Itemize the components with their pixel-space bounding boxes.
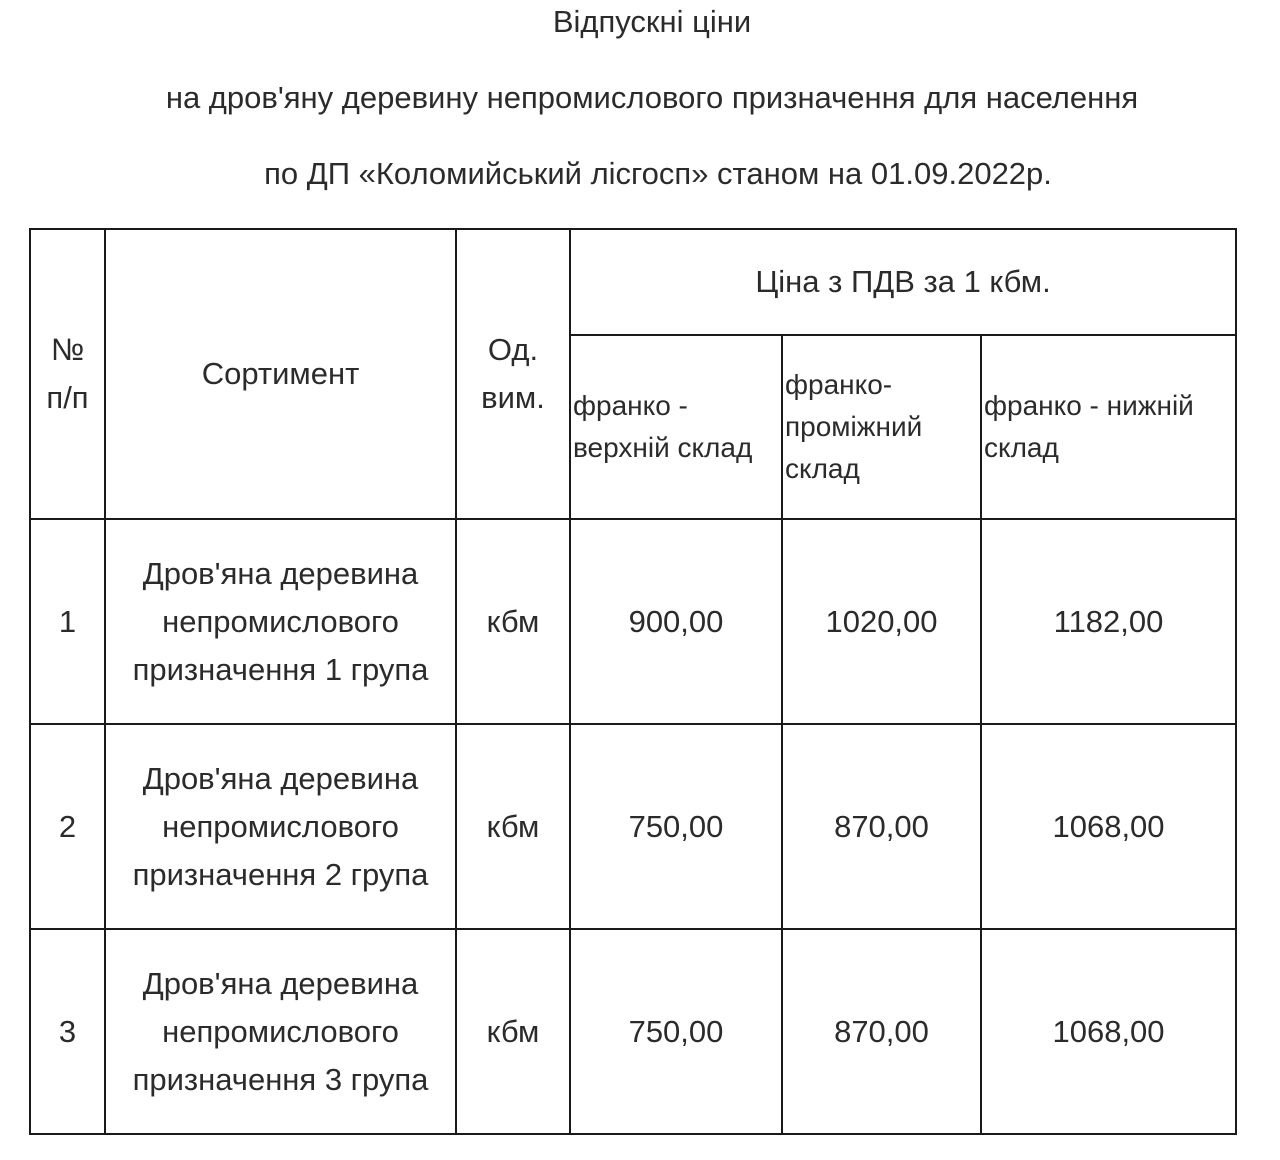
row-unit: кбм (456, 929, 570, 1134)
header-unit-label: Од. вим. (481, 332, 545, 415)
title-line-3: по ДП «Коломийський лісгосп» станом на 01.09.2022р. (264, 156, 1052, 191)
price-table (29, 228, 1237, 1135)
row-num: 2 (30, 724, 105, 929)
row-price-intermediate: 870,00 (782, 724, 981, 929)
header-intermediate (782, 335, 981, 519)
header-price-group (570, 229, 1236, 335)
row-unit: кбм (456, 724, 570, 929)
header-unit (456, 229, 570, 519)
header-upper-label: франко - верхній склад (573, 390, 753, 463)
header-sortiment-label: Сортимент (201, 356, 360, 391)
header-sortiment (105, 229, 456, 519)
title-line-1: Відпускні ціни (552, 4, 752, 39)
row-price-intermediate: 1020,00 (782, 519, 981, 724)
header-lower-label: франко - нижній склад (984, 390, 1194, 463)
row-price-lower: 1182,00 (981, 519, 1236, 724)
row-sortiment (105, 724, 456, 929)
row-sortiment-text: Дров'яна деревина непромислового призначення 1 група (132, 555, 429, 687)
header-lower (981, 335, 1236, 519)
row-unit: кбм (456, 519, 570, 724)
row-price-upper: 750,00 (570, 929, 782, 1134)
table-row (30, 929, 1236, 1134)
row-num: 1 (30, 519, 105, 724)
row-sortiment-text: Дров'яна деревина непромислового призначення 3 група (132, 965, 429, 1097)
row-sortiment (105, 929, 456, 1134)
row-price-intermediate: 870,00 (782, 929, 981, 1134)
row-price-lower: 1068,00 (981, 724, 1236, 929)
header-num-label: № п/п (46, 332, 89, 415)
header-upper (570, 335, 782, 519)
header-intermediate-label: франко-проміжний склад (785, 369, 923, 484)
table-row (30, 724, 1236, 929)
header-row (30, 229, 1236, 335)
table-row (30, 519, 1236, 724)
row-price-lower: 1068,00 (981, 929, 1236, 1134)
row-price-upper: 750,00 (570, 724, 782, 929)
row-sortiment (105, 519, 456, 724)
row-price-upper: 900,00 (570, 519, 782, 724)
header-num (30, 229, 105, 519)
header-price-group-label: Ціна з ПДВ за 1 кбм. (755, 264, 1051, 299)
title-line-2: на дров'яну деревину непромислового призначення для населення (165, 80, 1139, 115)
row-sortiment-text: Дров'яна деревина непромислового призначення 2 група (132, 760, 429, 892)
row-num: 3 (30, 929, 105, 1134)
